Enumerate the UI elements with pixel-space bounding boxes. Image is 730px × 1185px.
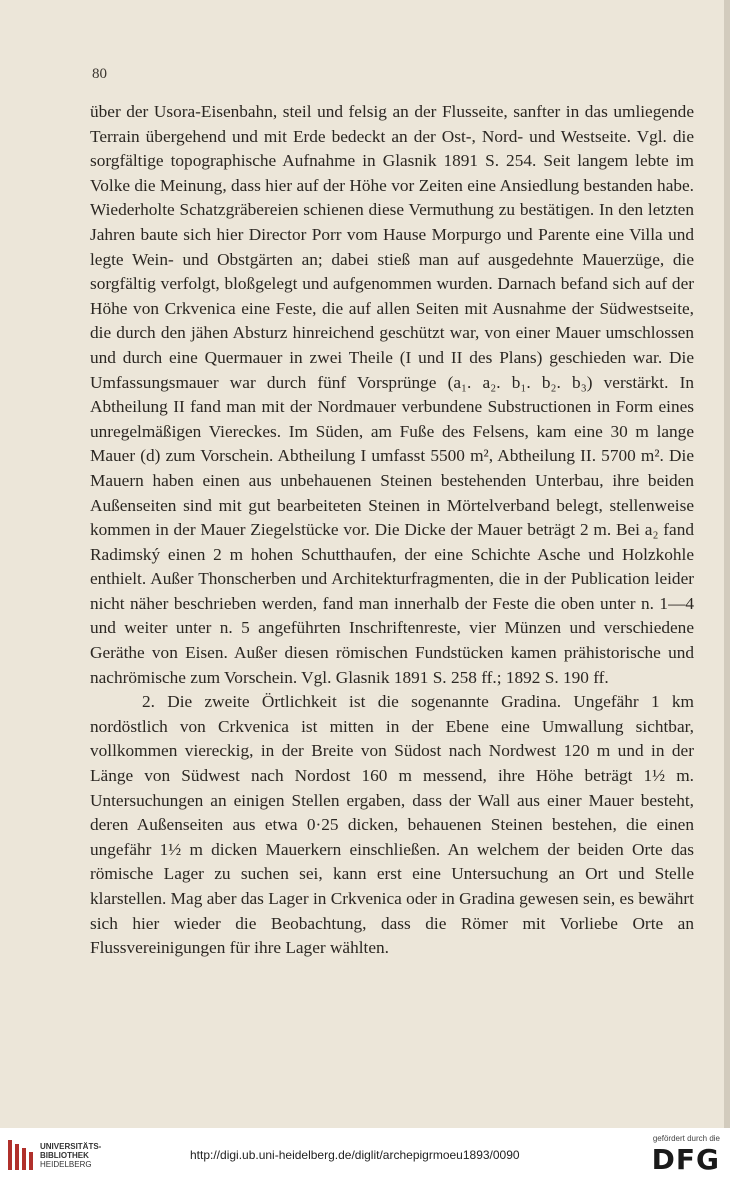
- library-name: [40, 1142, 101, 1169]
- library-logo[interactable]: [8, 1140, 101, 1170]
- library-name-line: BIBLIOTHEK: [40, 1150, 89, 1160]
- footer: [0, 1128, 730, 1185]
- page-number: 80: [92, 66, 107, 82]
- library-logo-icon: [8, 1140, 34, 1170]
- paragraph: 2. Die zweite Örtlichkeit ist die sogenannte Gradina. Ungefähr 1 km nordöstlich von Crkvenica ist mitten in der Ebene eine Umwallung sichtbar, vollkommen viereckig, in der Breite von Südost nach Nordwest 120 m und in der Länge von Südwest nach Nordost 160 m messend, ihre Höhe beträgt 1½ m. Untersuchungen an einigen Stellen ergaben, dass der Wall aus einer Mauer besteht, deren Außenseiten aus etwa 0·25 dicken, behauenen Steinen bestehen, die einen ungefähr 1½ m dicken Mauerkern einschließen. An welchem der beiden Orte das römische Lager zu suchen sei, kann erst eine Untersuchung an Ort und Stelle klarstellen. Mag aber das Lager in Crkvenica oder in Gradina gewesen sein, es bewährt sich hier wieder die Beobachtung, dass die Römer mit Vorliebe Orte an Flussvereinigungen für ihre Lager wählten.: [90, 692, 694, 958]
- body-text: [90, 100, 694, 961]
- paragraph: über der Usora-Eisenbahn, steil und felsig an der Flusseite, sanfter in das umliegende Terrain übergehend und mit Erde bedeckt an der Ost-, Nord- und Westseite. Vgl. die sorgfältige topographische Aufnahme in Glasnik 1891 S. 254. Seit langem lebte im Volke die Meinung, dass hier auf der Höhe vor Zeiten eine Ansiedlung bestanden habe. Wiederholte Schatzgräbereien schienen diese Vermuthung zu bestätigen. In den letzten Jahren baute sich hier Director Porr vom Hause Morpurgo und Parente eine Villa und legte Wein- und Obstgärten an; dabei stieß man auf ausgedehnte Mauerzüge, die sorgfältig verfolgt, bloßgelegt und aufgenommen wurden. Darnach befand sich auf der Höhe von Crkvenica eine Feste, die auf allen Seiten mit Ausnahme der Südwestseite, die durch den jähen Absturz hinreichend geschützt war, von einer Mauer umschlossen und durch eine Quermauer in zwei Theile (I und II des Plans) geschieden war. Die Umfassungsmauer war durch fünf Vorsprünge (a₁. a₂. b₁. b₂. b₃) verstärkt. In Abtheilung II fand man mit der Nordmauer verbundene Substructionen in Form eines unregelmäßigen Viereckes. Im Süden, am Fuße des Felsens, kam eine 30 m lange Mauer (d) zum Vorschein. Abtheilung I umfasst 5500 m², Abtheilung II. 5700 m². Die Mauern haben einen aus unbehauenen Steinen bestehenden Unterbau, ihre beiden Außenseiten sind mit gut bearbeiteten Steinen in Mörtelverband belegt, stellenweise kommen in der Mauer Ziegelstücke vor. Die Dicke der Mauer beträgt 2 m. Bei a₂ fand Radimský einen 2 m hohen Schutthaufen, der eine Schichte Asche und Holzkohle enthielt. Außer Thonscherben und Architekturfragmenten, die in der Publication leider nicht näher beschrieben werden, fand man innerhalb der Feste die oben unter n. 1—4 und weiter unter n. 5 angeführten Inschriftenreste, vier Münzen und verschiedene Geräthe von Eisen. Außer diesen römischen Fundstücken kamen prähistorische und nachrömische zum Vorschein. Vgl. Glasnik 1891 S. 258 ff.; 1892 S. 190 ff.: [90, 102, 694, 687]
- page-edge: [724, 0, 730, 1128]
- library-name-line: HEIDELBERG: [40, 1159, 92, 1169]
- dfg-wordmark: DFG: [651, 1143, 720, 1176]
- library-name-line: UNIVERSITÄTS-: [40, 1141, 102, 1151]
- funding-caption: gefördert durch die: [652, 1134, 720, 1143]
- source-url-link[interactable]: http://digi.ub.uni-heidelberg.de/diglit/archepigrmoeu1893/0090: [190, 1148, 520, 1162]
- dfg-logo[interactable]: [652, 1134, 720, 1175]
